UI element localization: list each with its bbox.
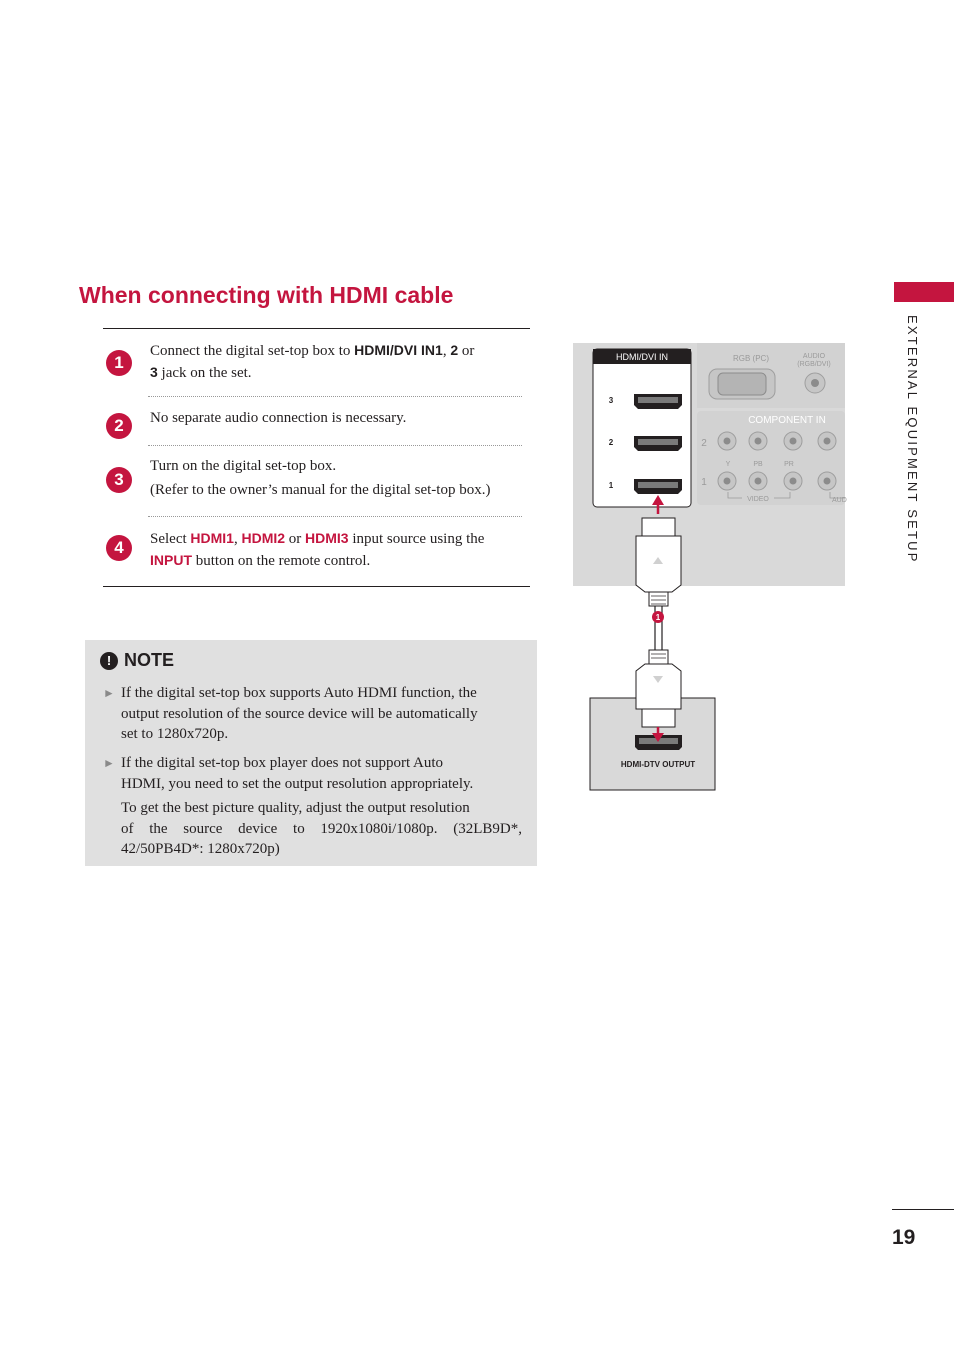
step-4-text-part: or: [285, 531, 306, 547]
hdmi-ports: [634, 394, 682, 494]
step-1-number: 1: [106, 350, 132, 376]
step-2-text: No separate audio connection is necessary.: [150, 410, 407, 426]
hdmi-port-2-label: 2: [608, 438, 614, 447]
page-title: When connecting with HDMI cable: [79, 282, 454, 308]
cable-marker-number: 1: [655, 613, 661, 622]
step-4-input-hdmi3: HDMI3: [305, 530, 349, 546]
step-2-number: 2: [106, 413, 132, 439]
step-4-input-button: INPUT: [150, 552, 192, 568]
jack-hole: [824, 438, 831, 445]
audio-label: AUDIO: [802, 353, 826, 360]
hdmi-port-3-label: 3: [608, 396, 614, 405]
hdmi-panel-label: HDMI/DVI IN: [615, 352, 669, 362]
step-1-text-part: Connect the digital set-top box to: [150, 343, 355, 359]
component-row-2-label: 2: [701, 438, 707, 449]
pr-label: PR: [784, 461, 794, 468]
y-label: Y: [725, 461, 731, 468]
aud-label: AUD: [832, 497, 847, 504]
note-line: To get the best picture quality, adjust the output resolution: [121, 800, 470, 816]
lower-plug-tip: [642, 709, 675, 727]
lower-plug-strain: [649, 650, 668, 664]
component-row-1-label: 1: [701, 477, 707, 488]
step-4-input-hdmi1: HDMI1: [190, 530, 234, 546]
note-line: If the digital set-top box player does not support Auto: [121, 755, 444, 771]
step-1-text-part: or: [458, 343, 475, 359]
section-label: EXTERNAL EQUIPMENT SETUP: [905, 315, 920, 564]
bullet-arrow-icon: ►: [103, 686, 115, 700]
exclamation-icon: !: [100, 652, 118, 670]
component-label: COMPONENT IN: [748, 415, 826, 426]
jack-hole: [724, 478, 731, 485]
lower-plug-body: [636, 664, 681, 709]
page-number-rule: [892, 1209, 954, 1210]
jack-hole: [755, 478, 762, 485]
step-4-text-part: Select: [150, 531, 191, 547]
step-3-line-2: (Refer to the owner’s manual for the digital set-top box.): [150, 482, 491, 498]
step-1-jack-name: HDMI/DVI IN1: [354, 342, 443, 358]
step-4-text-part: ,: [233, 531, 242, 547]
step-1-text-part: jack on the set.: [157, 365, 252, 381]
step-4-text-part: input source using the: [348, 531, 485, 547]
note-line: set to 1280x720p.: [121, 726, 229, 742]
note-title: NOTE: [124, 650, 175, 670]
port-pins: [638, 397, 678, 403]
step-4-number: 4: [106, 535, 132, 561]
jack-hole: [824, 478, 831, 485]
jack-hole: [724, 438, 731, 445]
upper-plug-tip: [642, 518, 675, 536]
note-line: output resolution of the source device will be automatically: [121, 705, 478, 722]
jack-hole: [790, 478, 797, 485]
audio-jack-hole: [811, 379, 819, 387]
rgb-socket: [718, 373, 766, 395]
step-3-number: 3: [106, 467, 132, 493]
step-1-jack-number: 3: [150, 364, 158, 380]
step-1-jack-number: 2: [450, 342, 459, 358]
note-line: If the digital set-top box supports Auto HDMI function, the: [121, 685, 477, 701]
jack-hole: [790, 438, 797, 445]
video-label: VIDEO: [747, 496, 769, 503]
note-line: of the source device to 1920x1080i/1080p. (32LB9D*,: [121, 820, 522, 837]
jack-hole: [755, 438, 762, 445]
step-4-text-part: button on the remote control.: [192, 553, 371, 569]
audio-sub-label: (RGB/DVI): [797, 361, 831, 368]
bullet-arrow-icon: ►: [103, 756, 115, 770]
device-label: HDMI-DTV OUTPUT: [620, 760, 696, 769]
note-line: 42/50PB4D*: 1280x720p): [121, 841, 280, 857]
note-line: HDMI, you need to set the output resolution appropriately.: [121, 775, 474, 792]
page-number: 19: [892, 1226, 916, 1249]
rgb-label: RGB (PC): [733, 354, 769, 363]
step-4-input-hdmi2: HDMI2: [241, 530, 286, 546]
pb-label: PB: [753, 461, 763, 468]
port-pins: [638, 482, 678, 488]
step-3-line-1: Turn on the digital set-top box.: [150, 458, 337, 474]
port-pins: [638, 439, 678, 445]
hdmi-port-1-label: 1: [608, 481, 614, 490]
step-1-text-part: ,: [442, 343, 451, 359]
